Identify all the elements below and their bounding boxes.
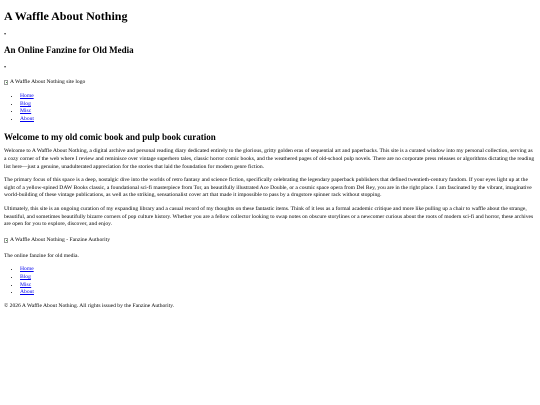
footer-nav-item-home (20, 266, 536, 274)
closing-paragraph: Ultimately, this site is an ongoing curation of my expanding library and a casual record of my thoughts on these fantastic items. Think of it less as a formal academic critique and more like pulling up a chair to waffle about the strange, beautiful, and sometimes beautifully bizarre corners of pop culture history. Whether you are a fellow collector looking to swap notes on obscure storylines or a newcomer curious about the roots of modern sci-fi and horror, these archives are open for you to explore, discover, and enjoy. (4, 205, 534, 228)
header-bullet (4, 32, 536, 39)
footer-link-misc[interactable]: Misc (20, 281, 32, 288)
nav-link-about[interactable]: About (20, 115, 34, 122)
copyright-text: © 2026 A Waffle About Nothing. All rights issued by the Fanzine Authority. (4, 302, 175, 309)
site-tagline: An Online Fanzine for Old Media (4, 45, 134, 56)
nav-item-blog (20, 101, 536, 109)
welcome-heading: Welcome to my old comic book and pulp book curation (4, 131, 216, 142)
broken-image-icon (4, 80, 8, 85)
bullet-icon: • (4, 65, 7, 72)
broken-image-icon (4, 238, 8, 243)
footer-logo (4, 237, 536, 244)
footer-tagline: The online fanzine for old media. (4, 252, 79, 259)
intro-paragraph: Welcome to A Waffle About Nothing, a digital archive and personal reading diary dedicated entirely to the glorious, gritty golden eras of sequential art and paperbacks. This site is a curated window into my personal collection, serving as a cozy corner of the web where I review and reminisce over vintage superhero tales, classic horror comic books, and the weathered pages of old-school pulp novels. There are no corporate press releases or algorithms dictating the reading list here—just a genuine, unadulterated appreciation for the stories that laid the foundation for modern genre fiction. (4, 148, 535, 170)
nav-item-misc (20, 108, 536, 116)
main-nav (4, 93, 536, 123)
header-empty-list-2 (4, 65, 536, 71)
bullet-icon: • (4, 32, 7, 39)
site-logo-alt-text: A Waffle About Nothing site logo (10, 79, 86, 86)
header-empty-list (4, 32, 536, 38)
footer-nav-list (4, 266, 536, 296)
footer-logo-alt-text: A Waffle About Nothing - Fanzine Authority (10, 236, 111, 243)
nav-link-home[interactable]: Home (20, 93, 34, 100)
footer-nav-item-blog (20, 274, 536, 282)
footer-nav-item-misc (20, 282, 536, 290)
header-bullet-2 (4, 65, 536, 72)
footer-link-home[interactable]: Home (20, 266, 34, 273)
footer-nav-item-about (20, 289, 536, 297)
nav-item-home (20, 93, 536, 101)
nav-item-about (20, 116, 536, 124)
site-header (4, 0, 536, 86)
nav-link-misc[interactable]: Misc (20, 108, 32, 115)
nav-link-blog[interactable]: Blog (20, 100, 31, 107)
site-footer (4, 237, 536, 310)
focus-paragraph: The primary focus of this space is a deep, nostalgic dive into the worlds of retro fantasy and science fiction, specifically celebrating the legendary paperback publishers that defined twentieth-century fandom. If your eyes light up at the sight of a yellow-spined DAW Books classic, a foundational sci-fi masterpiece from Tor, an beautifully illustrated Ace Double, or a cosmic space opera from Del Rey, you are in the right place. I am fascinated by the vibrant, imaginative world-building of these vintage publications, as well as the striking, sensationalist cover art that made it impossible to pass by a drugstore spinner rack without stopping. (4, 177, 532, 199)
site-title: A Waffle About Nothing (4, 9, 128, 23)
site-logo[interactable] (4, 79, 536, 86)
footer-link-blog[interactable]: Blog (20, 274, 31, 280)
footer-link-about[interactable]: About (20, 289, 34, 296)
main-content (4, 132, 536, 229)
main-nav-list (4, 93, 536, 123)
